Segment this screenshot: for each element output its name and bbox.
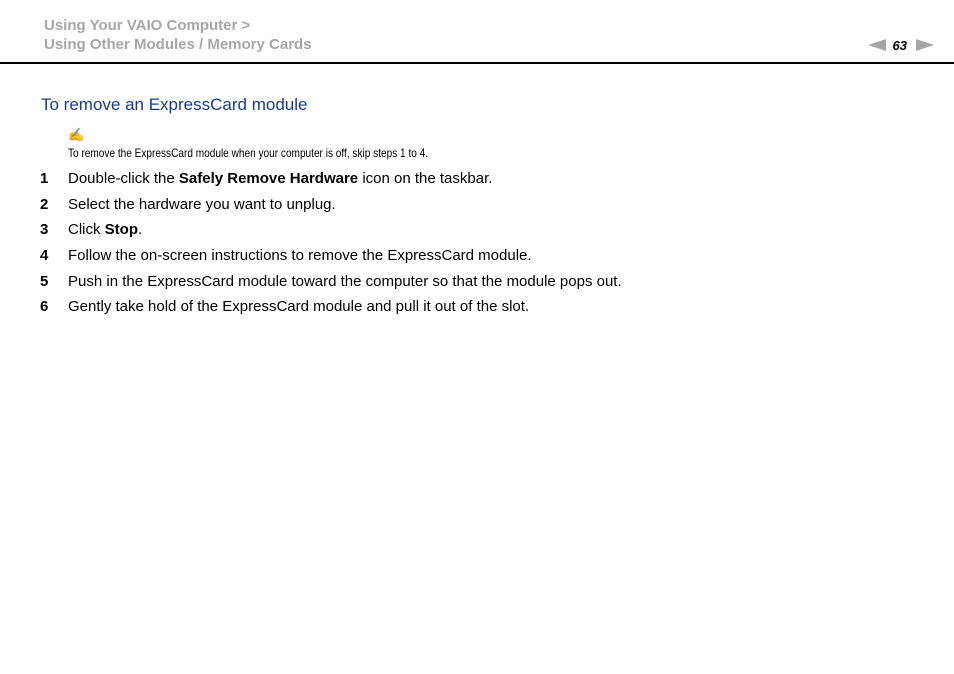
next-page-arrow-icon[interactable] (916, 39, 934, 51)
step-item (0, 196, 954, 216)
header-divider (0, 62, 954, 64)
step-number: 1 (40, 170, 49, 187)
page-number: 63 (892, 37, 907, 53)
step-text (68, 221, 142, 239)
step-item (0, 298, 954, 318)
step-item (0, 170, 954, 190)
step-text-part: Follow the on-screen instructions to remove the ExpressCard module. (68, 247, 532, 264)
step-text-bold: Stop (104, 221, 138, 238)
step-text-part: Select the hardware you want to unplug. (68, 196, 336, 213)
previous-page-arrow-icon[interactable] (868, 39, 886, 51)
step-text (68, 196, 336, 214)
step-number: 6 (40, 298, 49, 315)
step-text-part: Click (68, 221, 105, 238)
step-item (0, 273, 954, 293)
step-text-part: Push in the ExpressCard module toward the computer so that the module pops out. (68, 273, 622, 290)
step-text-bold: Safely Remove Hardware (178, 170, 359, 187)
page-header (0, 0, 954, 64)
breadcrumb-line-1[interactable]: Using Your VAIO Computer > (44, 17, 251, 34)
step-number: 4 (40, 247, 49, 264)
step-item (0, 221, 954, 241)
page-navigation (868, 37, 934, 53)
step-number: 3 (40, 221, 49, 238)
step-text-part: Double-click the (68, 170, 179, 187)
breadcrumb-line-2[interactable]: Using Other Modules / Memory Cards (44, 36, 312, 53)
step-text (68, 298, 529, 316)
section-title: To remove an ExpressCard module (41, 95, 308, 114)
step-text-part: Gently take hold of the ExpressCard module and pull it out of the slot. (68, 298, 530, 315)
breadcrumb (44, 16, 312, 54)
step-text (68, 170, 492, 188)
step-number: 2 (40, 196, 49, 213)
step-item (0, 247, 954, 267)
step-text (68, 247, 532, 265)
step-number: 5 (40, 273, 49, 290)
note-text: To remove the ExpressCard module when your computer is off, skip steps 1 to 4. (68, 146, 429, 160)
step-text-part: icon on the taskbar. (358, 170, 493, 187)
pencil-note-icon: ✍ (68, 127, 85, 142)
step-text (68, 273, 622, 291)
step-text-part: . (138, 221, 143, 238)
